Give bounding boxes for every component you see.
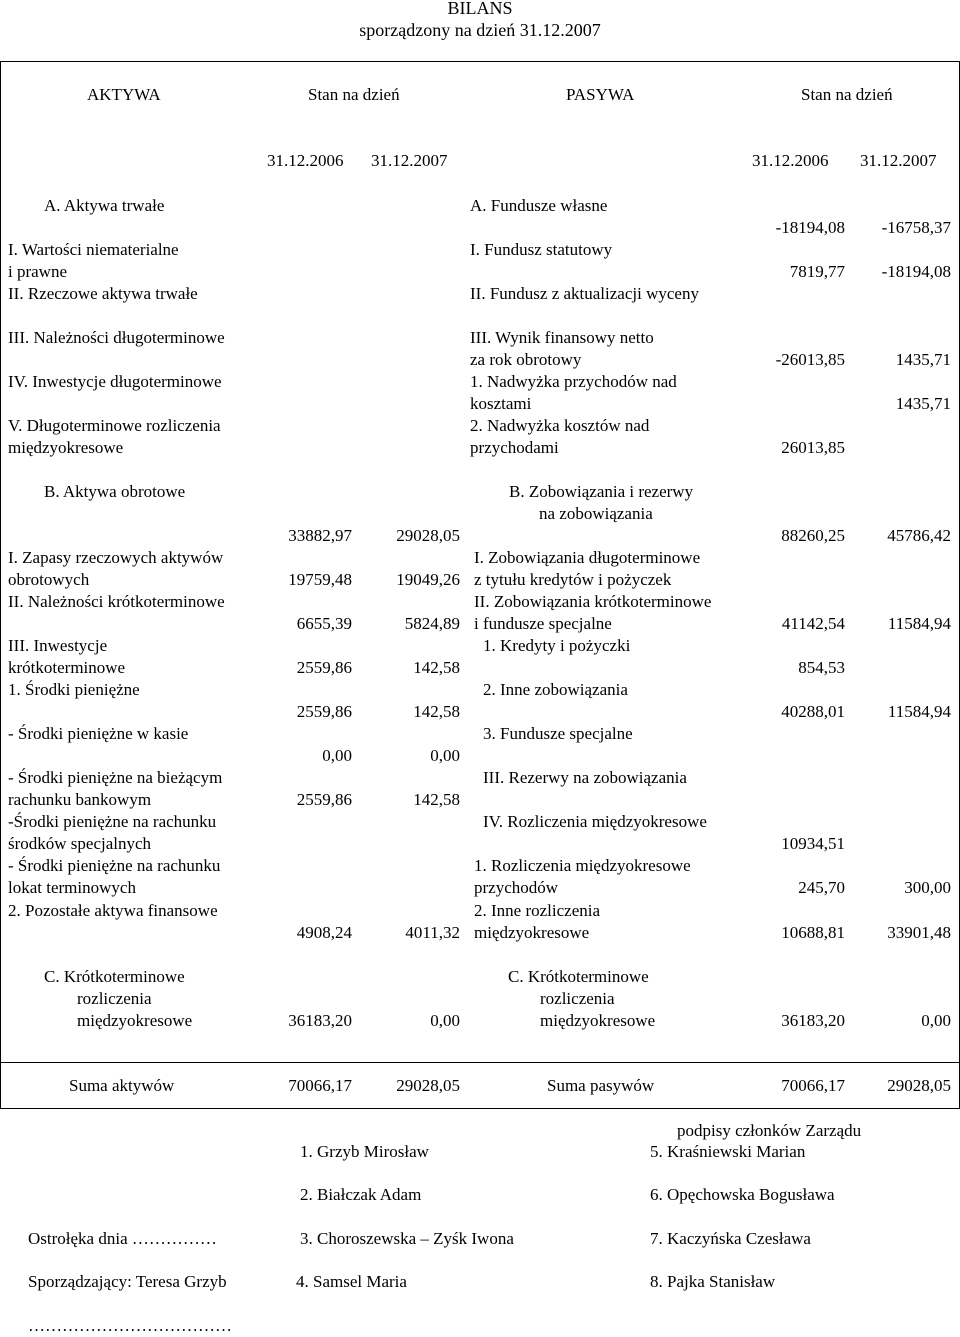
asset-b-1-label: 1. Środki pieniężne [8,680,140,699]
asset-b-2007: 29028,05 [396,526,460,545]
asset-b-i-2006: 19759,48 [288,570,352,589]
assets-date-2006: 31.12.2006 [267,151,344,170]
liab-k1-2006: 854,53 [798,658,845,677]
asset-b-2006: 33882,97 [288,526,352,545]
liab-n1-label: 1. Nadwyżka przychodów nad [470,372,677,391]
board-member: 4. Samsel Maria [296,1272,407,1291]
liab-r1-label-2: przychodów [474,878,559,897]
liab-b-2006: 88260,25 [781,526,845,545]
asset-c-label-3: międzyokresowe [77,1011,193,1030]
liab-r2-label: 2. Inne rozliczenia [474,901,601,920]
liab-a-ii-label: II. Fundusz z aktualizacji wyceny [470,284,699,303]
asset-c-label: C. Krótkoterminowe [44,967,185,986]
assets-column-header: AKTYWA [87,85,161,104]
summary-top-border [0,1062,960,1063]
document-subtitle: sporządzony na dzień 31.12.2007 [359,20,601,40]
assets-sum-2006: 70066,17 [288,1076,352,1095]
asset-a-v-label: V. Długoterminowe rozliczenia [8,416,221,435]
liab-c-2006: 36183,20 [781,1011,845,1030]
asset-spec-label: -Środki pieniężne na rachunku [8,812,217,831]
liab-b-label: B. Zobowiązania i rezerwy [509,482,694,501]
liab-k1-label: 1. Kredyty i pożyczki [483,636,631,655]
liab-b-label-2: na zobowiązania [539,504,653,523]
asset-b-2-label: 2. Pozostałe aktywa finansowe [8,901,218,920]
board-member: 6. Opęchowska Bogusława [650,1185,835,1204]
liab-k2-2007: 11584,94 [887,702,951,721]
liab-r1-label: 1. Rozliczenia międzyokresowe [474,856,691,875]
liab-c-label-2: rozliczenia [540,989,615,1008]
liab-a-i-2007: -18194,08 [881,262,951,281]
asset-bank-label-2: rachunku bankowym [8,790,152,809]
liab-n1-2007: 1435,71 [895,394,951,413]
liab-b-ii-2006: 41142,54 [781,614,845,633]
liab-a-iii-2006: -26013,85 [775,350,845,369]
liab-a-i-label: I. Fundusz statutowy [470,240,613,259]
asset-a-iv-label: IV. Inwestycje długoterminowe [8,372,222,391]
assets-sum-label: Suma aktywów [69,1076,175,1095]
asset-b-iii-label-2: krótkoterminowe [8,658,126,677]
liabilities-state-header: Stan na dzień [801,85,893,104]
signatures-title: podpisy członków Zarządu [677,1121,862,1140]
liab-k3-label: 3. Fundusze specjalne [483,724,633,743]
assets-date-2007: 31.12.2007 [371,151,448,170]
asset-kasa-2007: 0,00 [430,746,460,765]
asset-bank-2007: 142,58 [413,790,460,809]
asset-a-v-label-2: międzyokresowe [8,438,124,457]
liab-c-2007: 0,00 [921,1011,951,1030]
board-member: 7. Kaczyńska Czesława [650,1229,811,1248]
asset-b-iii-2007: 142,58 [413,658,460,677]
liab-c-label: C. Krótkoterminowe [508,967,649,986]
asset-c-2006: 36183,20 [288,1011,352,1030]
asset-b-label: B. Aktywa obrotowe [44,482,186,501]
liab-a-label: A. Fundusze własne [470,196,608,215]
asset-b-ii-2007: 5824,89 [404,614,460,633]
board-member: 3. Choroszewska – Zyśk Iwona [300,1229,514,1248]
liab-r1-2006: 245,70 [798,878,845,897]
liab-n1-label-2: kosztami [470,394,532,413]
asset-a-i-label-2: i prawne [8,262,68,281]
liab-n2-label: 2. Nadwyżka kosztów nad [470,416,650,435]
liab-r2-label-2: międzyokresowe [474,923,590,942]
liab-a-iii-2007: 1435,71 [895,350,951,369]
asset-b-ii-label: II. Należności krótkoterminowe [8,592,225,611]
prepared-by: Sporządzający: Teresa Grzyb [28,1272,227,1291]
liabilities-date-2007: 31.12.2007 [860,151,937,170]
asset-lokat-label-2: lokat terminowych [8,878,136,897]
liab-r1-2007: 300,00 [904,878,951,897]
board-member: 5. Kraśniewski Marian [650,1142,806,1161]
place-date: Ostrołęka dnia …………… [28,1229,217,1248]
signature-dots: ……………………………… [28,1316,232,1335]
liab-r2-2006: 10688,81 [781,923,845,942]
liab-c-label-3: międzyokresowe [540,1011,656,1030]
asset-b-i-label-2: obrotowych [8,570,90,589]
assets-state-header: Stan na dzień [308,85,400,104]
liab-a-2007: -16758,37 [881,218,951,237]
board-member: 8. Pajka Stanisław [650,1272,776,1291]
liab-k2-2006: 40288,01 [781,702,845,721]
liab-a-2006: -18194,08 [775,218,845,237]
asset-b-1-2007: 142,58 [413,702,460,721]
asset-b-iii-label: III. Inwestycje [8,636,108,655]
liab-b-ii-2007: 11584,94 [887,614,951,633]
liab-b-i-label-2: z tytułu kredytów i pożyczek [474,570,672,589]
asset-b-2-2007: 4011,32 [405,923,460,942]
liab-a-i-2006: 7819,77 [789,262,845,281]
liabilities-sum-label: Suma pasywów [547,1076,655,1095]
summary-bottom-border [0,1108,960,1109]
asset-a-i-label: I. Wartości niematerialne [8,240,179,259]
board-member: 1. Grzyb Mirosław [300,1142,429,1161]
liab-k2-label: 2. Inne zobowiązania [483,680,628,699]
liab-a-iii-label: III. Wynik finansowy netto [470,328,654,347]
table-left-border [0,61,1,1108]
liab-b-2007: 45786,42 [887,526,951,545]
asset-a-label: A. Aktywa trwałe [44,196,165,215]
liab-r2-2007: 33901,48 [887,923,951,942]
asset-b-i-label: I. Zapasy rzeczowych aktywów [8,548,224,567]
asset-b-1-2006: 2559,86 [296,702,352,721]
asset-b-ii-2006: 6655,39 [296,614,352,633]
liabilities-sum-2007: 29028,05 [887,1076,951,1095]
table-top-border [0,61,960,62]
liab-b-ii-label: II. Zobowiązania krótkoterminowe [474,592,712,611]
assets-sum-2007: 29028,05 [396,1076,460,1095]
liab-b-i-label: I. Zobowiązania długoterminowe [474,548,701,567]
asset-b-i-2007: 19049,26 [396,570,460,589]
asset-kasa-2006: 0,00 [322,746,352,765]
asset-bank-2006: 2559,86 [296,790,352,809]
asset-spec-label-2: środków specjalnych [8,834,152,853]
asset-a-iii-label: III. Należności długoterminowe [8,328,225,347]
document-title: BILANS [447,0,513,18]
liabilities-sum-2006: 70066,17 [781,1076,845,1095]
asset-c-label-2: rozliczenia [77,989,152,1008]
liab-a-iii-label-2: za rok obrotowy [470,350,582,369]
asset-c-2007: 0,00 [430,1011,460,1030]
liab-b-iv-label: IV. Rozliczenia międzyokresowe [483,812,707,831]
asset-bank-label: - Środki pieniężne na bieżącym [8,768,223,787]
liab-n2-2006: 26013,85 [781,438,845,457]
liabilities-date-2006: 31.12.2006 [752,151,829,170]
liab-b-iv-2006: 10934,51 [781,834,845,853]
asset-kasa-label: - Środki pieniężne w kasie [8,724,189,743]
board-member: 2. Białczak Adam [300,1185,422,1204]
asset-b-iii-2006: 2559,86 [296,658,352,677]
liab-n2-label-2: przychodami [470,438,559,457]
asset-a-ii-label: II. Rzeczowe aktywa trwałe [8,284,198,303]
liabilities-column-header: PASYWA [566,85,635,104]
asset-b-2-2006: 4908,24 [296,923,352,942]
asset-lokat-label: - Środki pieniężne na rachunku [8,856,221,875]
liab-b-ii-label-2: i fundusze specjalne [474,614,612,633]
liab-b-iii-label: III. Rezerwy na zobowiązania [483,768,687,787]
